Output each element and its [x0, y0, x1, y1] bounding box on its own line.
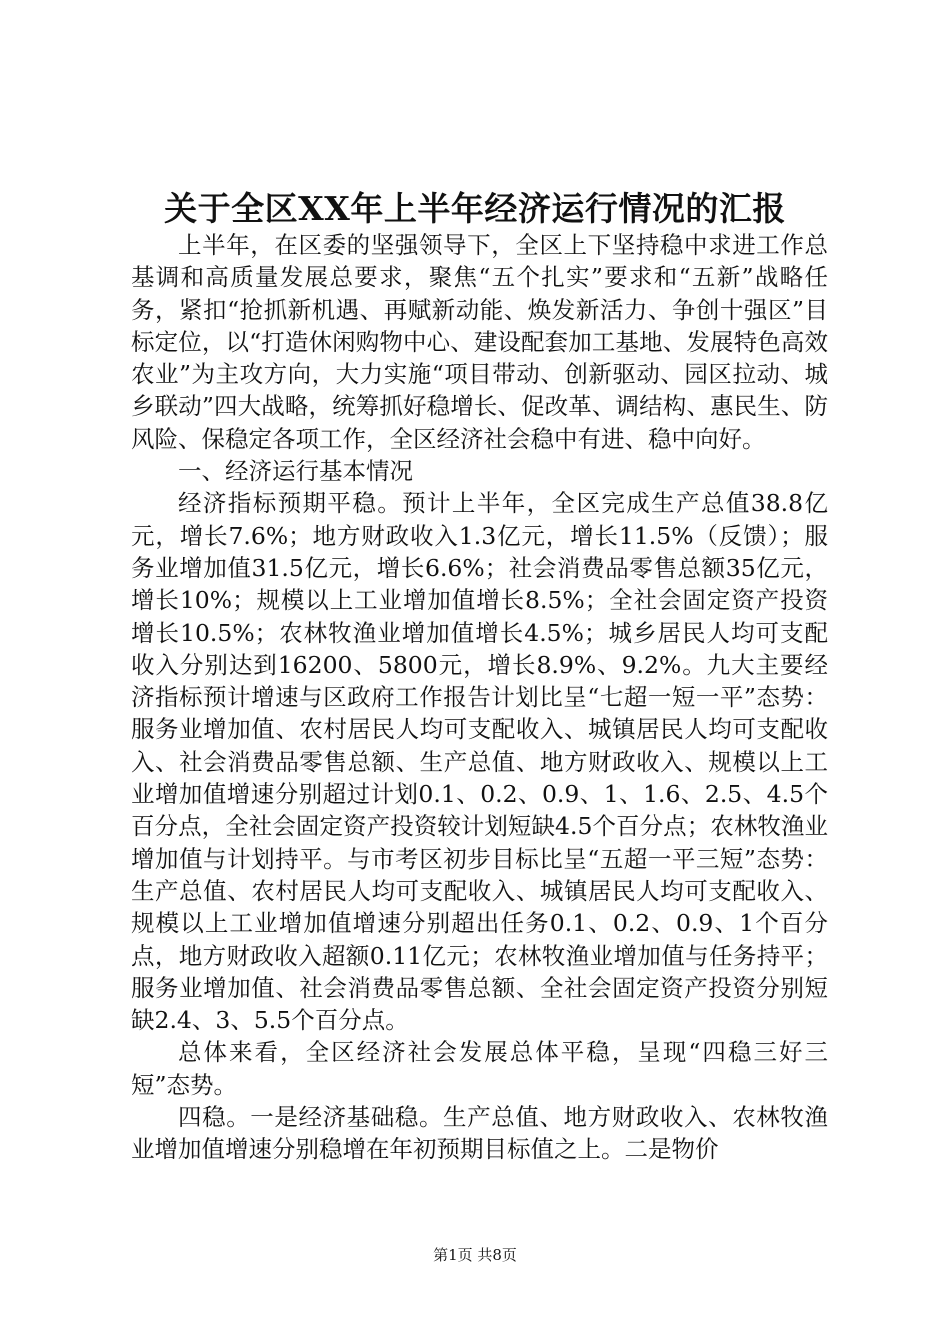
document-body	[131, 229, 828, 1166]
section-heading: 一、经济运行基本情况	[178, 457, 413, 486]
paragraph-indicators: 经济指标预期平稳。预计上半年，全区完成生产总值38.8亿元，增长7.6%；地方财政收入1.3亿元，增长11.5%（反馈）；服务业增加值31.5亿元，增长6.6%；社会消费品零售总额35亿元，增长10%；规模以上工业增加值增长8.5%；全社会固定资产投资增长10.5%；农林牧渔业增加值增长4.5%；城乡居民人均可支配收入分别达到16200、5800元，增长8.9%、9.2%。九大主要经济指标预计增速与区政府工作报告计划比呈“七超一短一平”态势：服务业增加值、农村居民人均可支配收入、城镇居民人均可支配收入、社会消费品零售总额、生产总值、地方财政收入、规模以上工业增加值增速分别超过计划0.1、0.2、0.9、1、1.6、2.5、4.5个百分点，全社会固定资产投资较计划短缺4.5个百分点；农林牧渔业增加值与计划持平。与市考区初步目标比呈“五超一平三短”态势：生产总值、农村居民人均可支配收入、城镇居民人均可支配收入、规模以上工业增加值增速分别超出任务0.1、0.2、0.9、1个百分点，地方财政收入超额0.11亿元；农林牧渔业增加值与任务持平；服务业增加值、社会消费品零售总额、全社会固定资产投资分别短缺2.4、3、5.5个百分点。	[131, 489, 828, 1035]
document-title: 关于全区XX年上半年经济运行情况的汇报	[164, 189, 786, 228]
paragraph-four-stable: 四稳。一是经济基础稳。生产总值、地方财政收入、农林牧渔业增加值增速分别稳增在年初预期目标值之上。二是物价	[131, 1103, 828, 1164]
paragraph-intro: 上半年，在区委的坚强领导下，全区上下坚持稳中求进工作总基调和高质量发展总要求，聚焦“五个扎实”要求和“五新”战略任务，紧扣“抢抓新机遇、再赋新动能、焕发新活力、争创十强区”目标定位，以“打造休闲购物中心、建设配套加工基地、发展特色高效农业”为主攻方向，大力实施“项目带动、创新驱动、园区拉动、城乡联动”四大战略，统筹抓好稳增长、促改革、调结构、惠民生、防风险、保稳定各项工作，全区经济社会稳中有进、稳中向好。	[131, 231, 828, 453]
page-number-footer: 第1页 共8页	[433, 1246, 517, 1264]
paragraph-overall: 总体来看，全区经济社会发展总体平稳，呈现“四稳三好三短”态势。	[131, 1038, 828, 1099]
